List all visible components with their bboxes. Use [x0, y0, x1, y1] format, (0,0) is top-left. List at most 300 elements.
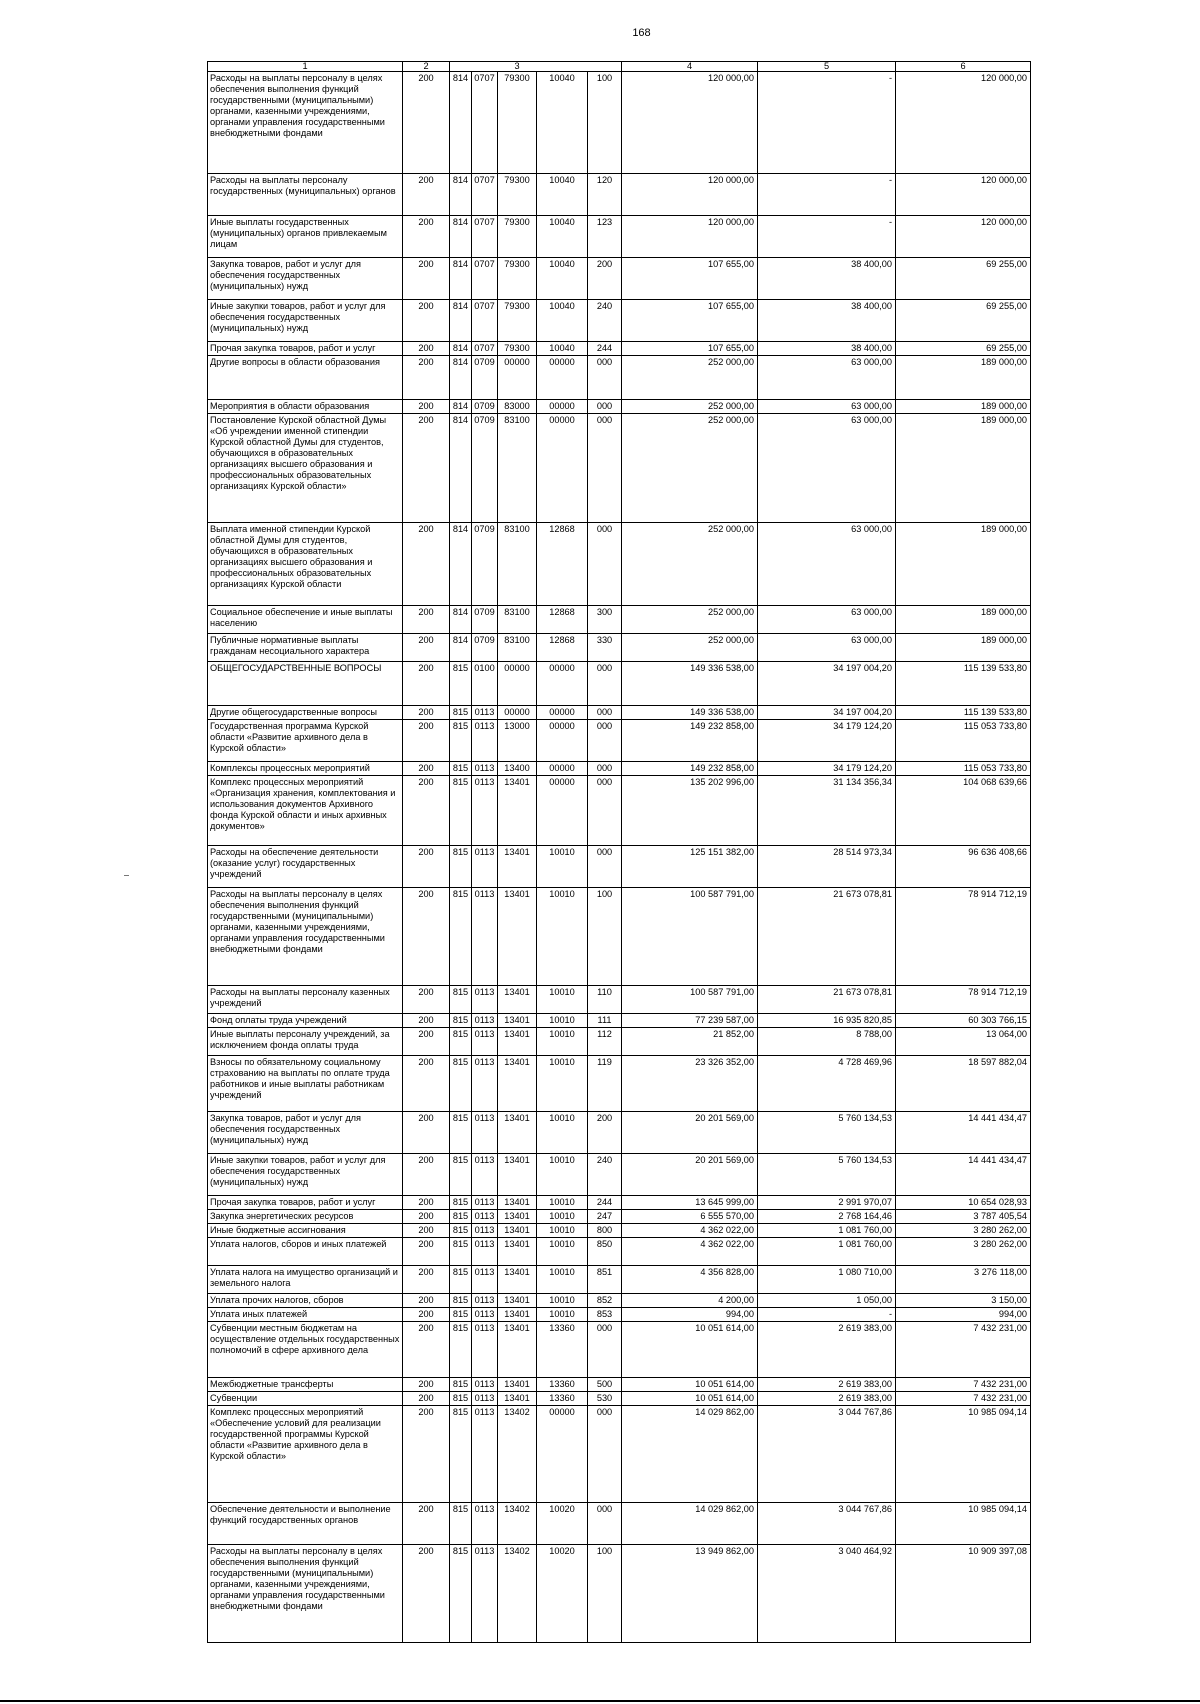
cell-expense-type: 000	[588, 720, 622, 762]
cell-executed: 8 788,00	[758, 1028, 896, 1056]
cell-name: Расходы на выплаты персоналу государственных (муниципальных) органов	[208, 174, 403, 216]
cell-section: 0709	[472, 606, 498, 634]
table-row	[208, 1378, 1031, 1392]
cell-target-article: 00000	[498, 662, 537, 706]
cell-expense-type: 240	[588, 300, 622, 342]
cell-target-article: 79300	[498, 258, 537, 300]
cell-line-code: 200	[403, 1238, 450, 1266]
cell-remaining: 10 985 094,14	[896, 1406, 1031, 1503]
cell-expense-type: 800	[588, 1224, 622, 1238]
cell-expense-type: 110	[588, 986, 622, 1014]
cell-grbs: 814	[450, 342, 472, 356]
cell-grbs: 815	[450, 1545, 472, 1643]
cell-expense-type: 119	[588, 1056, 622, 1112]
table-row	[208, 1322, 1031, 1378]
cell-remaining: 3 280 262,00	[896, 1224, 1031, 1238]
cell-target-article: 13401	[498, 1224, 537, 1238]
table-row	[208, 720, 1031, 762]
cell-direction: 10010	[537, 846, 588, 888]
cell-executed: 2 991 970,07	[758, 1196, 896, 1210]
table-row	[208, 523, 1031, 606]
header-col-3-blank	[537, 62, 588, 72]
cell-grbs: 815	[450, 1503, 472, 1545]
cell-line-code: 200	[403, 634, 450, 662]
cell-section: 0707	[472, 216, 498, 258]
cell-executed: 63 000,00	[758, 400, 896, 414]
cell-expense-type: 200	[588, 258, 622, 300]
cell-grbs: 814	[450, 606, 472, 634]
cell-direction: 00000	[537, 414, 588, 523]
cell-approved: 13 949 862,00	[622, 1545, 758, 1643]
cell-section: 0113	[472, 720, 498, 762]
cell-expense-type: 000	[588, 400, 622, 414]
cell-remaining: 69 255,00	[896, 342, 1031, 356]
cell-direction: 10010	[537, 1028, 588, 1056]
cell-grbs: 814	[450, 300, 472, 342]
cell-target-article: 13000	[498, 720, 537, 762]
cell-executed: 34 179 124,20	[758, 720, 896, 762]
cell-target-article: 13401	[498, 1266, 537, 1294]
cell-target-article: 00000	[498, 706, 537, 720]
table-row	[208, 1014, 1031, 1028]
table-row	[208, 258, 1031, 300]
cell-name: Комплекс процессных мероприятий «Организация хранения, комплектования и использования документов Архивного фонда Курской области и иных архивных документов»	[208, 776, 403, 846]
cell-remaining: 189 000,00	[896, 356, 1031, 400]
table-row	[208, 1056, 1031, 1112]
table-row	[208, 634, 1031, 662]
cell-approved: 252 000,00	[622, 356, 758, 400]
cell-line-code: 200	[403, 1294, 450, 1308]
cell-direction: 10010	[537, 1210, 588, 1224]
cell-approved: 135 202 996,00	[622, 776, 758, 846]
table-row	[208, 986, 1031, 1014]
cell-grbs: 815	[450, 1028, 472, 1056]
cell-approved: 4 362 022,00	[622, 1224, 758, 1238]
table-row	[208, 216, 1031, 258]
cell-remaining: 3 150,00	[896, 1294, 1031, 1308]
cell-section: 0113	[472, 1028, 498, 1056]
cell-grbs: 815	[450, 1056, 472, 1112]
cell-name: Расходы на обеспечение деятельности (оказание услуг) государственных учреждений	[208, 846, 403, 888]
cell-name: Другие вопросы в области образования	[208, 356, 403, 400]
cell-approved: 21 852,00	[622, 1028, 758, 1056]
header-col-5: 5	[758, 62, 896, 72]
cell-remaining: 7 432 231,00	[896, 1322, 1031, 1378]
table-row	[208, 1210, 1031, 1224]
cell-name: Фонд оплаты труда учреждений	[208, 1014, 403, 1028]
cell-section: 0709	[472, 414, 498, 523]
cell-line-code: 200	[403, 1322, 450, 1378]
cell-target-article: 13401	[498, 986, 537, 1014]
cell-line-code: 200	[403, 1112, 450, 1154]
cell-target-article: 13401	[498, 1322, 537, 1378]
table-row	[208, 762, 1031, 776]
cell-approved: 23 326 352,00	[622, 1056, 758, 1112]
cell-executed: 34 197 004,20	[758, 662, 896, 706]
cell-line-code: 200	[403, 720, 450, 762]
cell-target-article: 13401	[498, 1210, 537, 1224]
cell-name: Прочая закупка товаров, работ и услуг	[208, 342, 403, 356]
cell-section: 0113	[472, 1238, 498, 1266]
cell-expense-type: 120	[588, 174, 622, 216]
cell-target-article: 13402	[498, 1503, 537, 1545]
cell-section: 0113	[472, 846, 498, 888]
cell-approved: 149 232 858,00	[622, 720, 758, 762]
header-col-6: 6	[896, 62, 1031, 72]
cell-name: Публичные нормативные выплаты гражданам несоциального характера	[208, 634, 403, 662]
cell-direction: 10040	[537, 258, 588, 300]
cell-remaining: 7 432 231,00	[896, 1392, 1031, 1406]
cell-executed: 63 000,00	[758, 414, 896, 523]
cell-direction: 10010	[537, 1014, 588, 1028]
cell-name: Другие общегосударственные вопросы	[208, 706, 403, 720]
cell-line-code: 200	[403, 986, 450, 1014]
cell-remaining: 69 255,00	[896, 300, 1031, 342]
cell-direction: 10010	[537, 1196, 588, 1210]
cell-line-code: 200	[403, 414, 450, 523]
cell-remaining: 115 139 533,80	[896, 706, 1031, 720]
cell-remaining: 3 280 262,00	[896, 1238, 1031, 1266]
cell-target-article: 13402	[498, 1545, 537, 1643]
cell-approved: 107 655,00	[622, 300, 758, 342]
cell-grbs: 815	[450, 986, 472, 1014]
cell-line-code: 200	[403, 846, 450, 888]
cell-line-code: 200	[403, 72, 450, 174]
cell-approved: 6 555 570,00	[622, 1210, 758, 1224]
table-row	[208, 846, 1031, 888]
cell-name: Социальное обеспечение и иные выплаты населению	[208, 606, 403, 634]
cell-remaining: 115 053 733,80	[896, 762, 1031, 776]
header-col-2: 2	[403, 62, 450, 72]
cell-section: 0113	[472, 1154, 498, 1196]
cell-expense-type: 000	[588, 706, 622, 720]
cell-approved: 252 000,00	[622, 414, 758, 523]
cell-expense-type: 850	[588, 1238, 622, 1266]
cell-expense-type: 244	[588, 342, 622, 356]
cell-line-code: 200	[403, 216, 450, 258]
cell-line-code: 200	[403, 1028, 450, 1056]
cell-line-code: 200	[403, 776, 450, 846]
cell-approved: 120 000,00	[622, 72, 758, 174]
cell-line-code: 200	[403, 342, 450, 356]
cell-target-article: 13401	[498, 846, 537, 888]
cell-direction: 00000	[537, 706, 588, 720]
cell-grbs: 815	[450, 776, 472, 846]
cell-approved: 100 587 791,00	[622, 888, 758, 986]
table-row	[208, 706, 1031, 720]
cell-executed: 2 619 383,00	[758, 1322, 896, 1378]
table-row	[208, 1154, 1031, 1196]
cell-line-code: 200	[403, 1545, 450, 1643]
cell-approved: 120 000,00	[622, 216, 758, 258]
cell-grbs: 815	[450, 1406, 472, 1503]
cell-executed: 21 673 078,81	[758, 986, 896, 1014]
cell-line-code: 200	[403, 1378, 450, 1392]
cell-expense-type: 100	[588, 888, 622, 986]
cell-expense-type: 100	[588, 1545, 622, 1643]
cell-executed: 63 000,00	[758, 606, 896, 634]
cell-target-article: 83100	[498, 634, 537, 662]
cell-line-code: 200	[403, 1406, 450, 1503]
cell-executed: 2 768 164,46	[758, 1210, 896, 1224]
cell-grbs: 815	[450, 1266, 472, 1294]
table-row	[208, 1545, 1031, 1643]
cell-name: Иные выплаты государственных (муниципальных) органов привлекаемым лицам	[208, 216, 403, 258]
cell-name: Мероприятия в области образования	[208, 400, 403, 414]
cell-section: 0113	[472, 1392, 498, 1406]
cell-direction: 12868	[537, 634, 588, 662]
cell-grbs: 815	[450, 1014, 472, 1028]
cell-direction: 10040	[537, 72, 588, 174]
cell-approved: 149 336 538,00	[622, 662, 758, 706]
table-row	[208, 1028, 1031, 1056]
cell-direction: 10010	[537, 1294, 588, 1308]
cell-section: 0113	[472, 1503, 498, 1545]
cell-direction: 00000	[537, 400, 588, 414]
cell-expense-type: 247	[588, 1210, 622, 1224]
header-col-1: 1	[208, 62, 403, 72]
cell-expense-type: 000	[588, 1406, 622, 1503]
cell-direction: 12868	[537, 523, 588, 606]
cell-executed: 28 514 973,34	[758, 846, 896, 888]
cell-expense-type: 000	[588, 662, 622, 706]
cell-grbs: 815	[450, 1196, 472, 1210]
cell-expense-type: 300	[588, 606, 622, 634]
cell-section: 0113	[472, 1378, 498, 1392]
cell-grbs: 815	[450, 706, 472, 720]
table-row	[208, 72, 1031, 174]
cell-executed: -	[758, 216, 896, 258]
cell-approved: 149 336 538,00	[622, 706, 758, 720]
cell-name: Межбюджетные трансферты	[208, 1378, 403, 1392]
cell-expense-type: 200	[588, 1112, 622, 1154]
cell-grbs: 815	[450, 1210, 472, 1224]
cell-executed: 63 000,00	[758, 523, 896, 606]
table-row	[208, 1308, 1031, 1322]
cell-expense-type: 000	[588, 846, 622, 888]
cell-target-article: 13401	[498, 1154, 537, 1196]
cell-direction: 10010	[537, 1238, 588, 1266]
header-col-3-blank	[450, 62, 472, 72]
cell-grbs: 815	[450, 1308, 472, 1322]
cell-section: 0113	[472, 1294, 498, 1308]
cell-direction: 10010	[537, 1308, 588, 1322]
cell-section: 0113	[472, 888, 498, 986]
cell-line-code: 200	[403, 762, 450, 776]
cell-name: Уплата налогов, сборов и иных платежей	[208, 1238, 403, 1266]
cell-section: 0113	[472, 706, 498, 720]
cell-target-article: 83100	[498, 414, 537, 523]
cell-line-code: 200	[403, 1154, 450, 1196]
cell-approved: 13 645 999,00	[622, 1196, 758, 1210]
header-col-4: 4	[622, 62, 758, 72]
cell-target-article: 79300	[498, 174, 537, 216]
cell-executed: 3 040 464,92	[758, 1545, 896, 1643]
cell-name: Постановление Курской областной Думы «Об учреждении именной стипендии Курской областной Думы для студентов, обучающихся в образовательных организациях высшего образования и профессиональных образовательных организациях Курской области»	[208, 414, 403, 523]
cell-remaining: 10 654 028,93	[896, 1196, 1031, 1210]
cell-expense-type: 000	[588, 523, 622, 606]
cell-remaining: 115 139 533,80	[896, 662, 1031, 706]
cell-executed: 3 044 767,86	[758, 1406, 896, 1503]
cell-approved: 4 362 022,00	[622, 1238, 758, 1266]
cell-name: Расходы на выплаты персоналу казенных учреждений	[208, 986, 403, 1014]
cell-name: Прочая закупка товаров, работ и услуг	[208, 1196, 403, 1210]
cell-executed: 4 728 469,96	[758, 1056, 896, 1112]
cell-target-article: 13401	[498, 1014, 537, 1028]
cell-name: Государственная программа Курской области «Развитие архивного дела в Курской области»	[208, 720, 403, 762]
cell-grbs: 815	[450, 1322, 472, 1378]
cell-expense-type: 000	[588, 776, 622, 846]
cell-name: Иные закупки товаров, работ и услуг для обеспечения государственных (муниципальных) нужд	[208, 1154, 403, 1196]
table-row	[208, 776, 1031, 846]
cell-grbs: 814	[450, 523, 472, 606]
cell-name: Взносы по обязательному социальному страхованию на выплаты по оплате труда работников и иные выплаты работникам учреждений	[208, 1056, 403, 1112]
cell-name: Уплата прочих налогов, сборов	[208, 1294, 403, 1308]
header-col-3-blank	[472, 62, 498, 72]
cell-target-article: 13401	[498, 1238, 537, 1266]
cell-target-article: 79300	[498, 72, 537, 174]
table-row	[208, 1294, 1031, 1308]
cell-section: 0113	[472, 1112, 498, 1154]
cell-line-code: 200	[403, 523, 450, 606]
cell-name: Уплата иных платежей	[208, 1308, 403, 1322]
cell-approved: 120 000,00	[622, 174, 758, 216]
cell-remaining: 69 255,00	[896, 258, 1031, 300]
table-row	[208, 1406, 1031, 1503]
cell-grbs: 815	[450, 662, 472, 706]
cell-name: Расходы на выплаты персоналу в целях обеспечения выполнения функций государственными (муниципальными) органами, казенными учреждениями, органами управления государственными внебюджетными фондами	[208, 72, 403, 174]
cell-executed: 1 050,00	[758, 1294, 896, 1308]
cell-name: Закупка товаров, работ и услуг для обеспечения государственных (муниципальных) нужд	[208, 258, 403, 300]
cell-direction: 10040	[537, 300, 588, 342]
cell-executed: 63 000,00	[758, 634, 896, 662]
cell-section: 0707	[472, 342, 498, 356]
table-row	[208, 1392, 1031, 1406]
cell-executed: 2 619 383,00	[758, 1378, 896, 1392]
cell-remaining: 14 441 434,47	[896, 1154, 1031, 1196]
cell-target-article: 13401	[498, 1196, 537, 1210]
cell-target-article: 83100	[498, 606, 537, 634]
cell-approved: 10 051 614,00	[622, 1322, 758, 1378]
scan-mark	[124, 875, 129, 876]
cell-line-code: 200	[403, 888, 450, 986]
cell-remaining: 115 053 733,80	[896, 720, 1031, 762]
cell-direction: 13360	[537, 1392, 588, 1406]
header-col-3: 3	[498, 62, 537, 72]
cell-section: 0113	[472, 1322, 498, 1378]
cell-remaining: 120 000,00	[896, 216, 1031, 258]
cell-section: 0113	[472, 1196, 498, 1210]
cell-approved: 252 000,00	[622, 606, 758, 634]
table-row	[208, 1238, 1031, 1266]
cell-section: 0113	[472, 1014, 498, 1028]
table-row	[208, 342, 1031, 356]
cell-direction: 10040	[537, 174, 588, 216]
cell-line-code: 200	[403, 662, 450, 706]
cell-section: 0709	[472, 634, 498, 662]
cell-grbs: 814	[450, 216, 472, 258]
cell-remaining: 78 914 712,19	[896, 986, 1031, 1014]
table-row	[208, 662, 1031, 706]
cell-executed: 63 000,00	[758, 356, 896, 400]
cell-line-code: 200	[403, 1224, 450, 1238]
cell-target-article: 13401	[498, 1294, 537, 1308]
cell-line-code: 200	[403, 1196, 450, 1210]
cell-line-code: 200	[403, 400, 450, 414]
cell-grbs: 815	[450, 1392, 472, 1406]
cell-expense-type: 111	[588, 1014, 622, 1028]
cell-line-code: 200	[403, 1308, 450, 1322]
cell-direction: 00000	[537, 662, 588, 706]
cell-expense-type: 530	[588, 1392, 622, 1406]
cell-approved: 10 051 614,00	[622, 1378, 758, 1392]
cell-target-article: 83100	[498, 523, 537, 606]
cell-direction: 00000	[537, 720, 588, 762]
cell-target-article: 13401	[498, 1028, 537, 1056]
cell-line-code: 200	[403, 606, 450, 634]
cell-grbs: 815	[450, 1238, 472, 1266]
cell-grbs: 815	[450, 888, 472, 986]
cell-target-article: 79300	[498, 216, 537, 258]
cell-line-code: 200	[403, 1014, 450, 1028]
cell-grbs: 814	[450, 258, 472, 300]
table-row	[208, 1112, 1031, 1154]
cell-remaining: 3 276 118,00	[896, 1266, 1031, 1294]
cell-executed: 3 044 767,86	[758, 1503, 896, 1545]
cell-name: ОБЩЕГОСУДАРСТВЕННЫЕ ВОПРОСЫ	[208, 662, 403, 706]
cell-direction: 00000	[537, 356, 588, 400]
cell-section: 0709	[472, 400, 498, 414]
cell-direction: 12868	[537, 606, 588, 634]
cell-section: 0707	[472, 174, 498, 216]
cell-direction: 00000	[537, 1406, 588, 1503]
cell-expense-type: 000	[588, 1503, 622, 1545]
cell-target-article: 00000	[498, 356, 537, 400]
cell-section: 0113	[472, 1308, 498, 1322]
cell-name: Иные бюджетные ассигнования	[208, 1224, 403, 1238]
cell-approved: 100 587 791,00	[622, 986, 758, 1014]
cell-direction: 10020	[537, 1503, 588, 1545]
cell-name: Расходы на выплаты персоналу в целях обеспечения выполнения функций государственными (муниципальными) органами, казенными учреждениями, органами управления государственными внебюджетными фондами	[208, 888, 403, 986]
cell-approved: 994,00	[622, 1308, 758, 1322]
cell-line-code: 200	[403, 1392, 450, 1406]
cell-grbs: 815	[450, 1154, 472, 1196]
cell-section: 0113	[472, 986, 498, 1014]
cell-direction: 13360	[537, 1378, 588, 1392]
cell-name: Комплексы процессных мероприятий	[208, 762, 403, 776]
cell-direction: 10010	[537, 986, 588, 1014]
cell-remaining: 13 064,00	[896, 1028, 1031, 1056]
cell-direction: 13360	[537, 1322, 588, 1378]
cell-executed: 21 673 078,81	[758, 888, 896, 986]
cell-line-code: 200	[403, 706, 450, 720]
cell-grbs: 815	[450, 720, 472, 762]
page-number: 168	[632, 27, 651, 39]
cell-approved: 252 000,00	[622, 523, 758, 606]
cell-expense-type: 500	[588, 1378, 622, 1392]
cell-name: Расходы на выплаты персоналу в целях обеспечения выполнения функций государственными (муниципальными) органами, казенными учреждениями, органами управления государственными внебюджетными фондами	[208, 1545, 403, 1643]
cell-executed: 2 619 383,00	[758, 1392, 896, 1406]
cell-line-code: 200	[403, 1210, 450, 1224]
table-row	[208, 174, 1031, 216]
cell-approved: 10 051 614,00	[622, 1392, 758, 1406]
cell-direction: 00000	[537, 762, 588, 776]
cell-line-code: 200	[403, 300, 450, 342]
cell-target-article: 13401	[498, 888, 537, 986]
cell-grbs: 815	[450, 762, 472, 776]
cell-remaining: 120 000,00	[896, 174, 1031, 216]
cell-name: Уплата налога на имущество организаций и земельного налога	[208, 1266, 403, 1294]
